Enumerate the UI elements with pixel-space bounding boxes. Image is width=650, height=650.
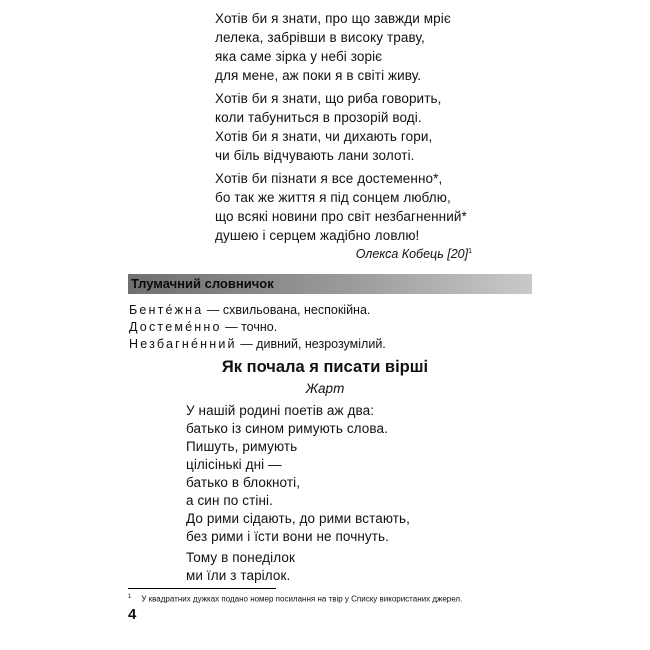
poem-line: без рими і їсти вони не почнуть. — [186, 529, 389, 544]
poem-line: для мене, аж поки я в світі живу. — [215, 68, 422, 83]
poem-line: Хотів би я знати, про що завжди мріє — [215, 11, 451, 26]
footnote — [128, 594, 462, 604]
footnote-text: У квадратних дужках подано номер посилання на твір у Списку використаних джерел. — [141, 594, 463, 604]
glossary-term: Бенте́жна — [129, 303, 204, 317]
poem-line: Хотів би я знати, чи дихають гори, — [215, 129, 433, 144]
author-name: Олекса Кобець [20] — [355, 247, 469, 261]
poem-line: лелека, забрівши в високу траву, — [215, 30, 425, 45]
glossary-item — [129, 303, 370, 317]
poem-line: ми їли з тарілок. — [186, 568, 291, 583]
page-number: 4 — [128, 606, 137, 623]
author-credit — [356, 247, 472, 261]
footnote-rule — [128, 588, 276, 589]
poem-line: У нашій родині поетів аж два: — [186, 403, 375, 418]
poem-line: батько із сином римують слова. — [186, 421, 388, 436]
glossary-term: Достеме́нно — [129, 320, 222, 334]
poem-line: Пишуть, римують — [186, 439, 298, 454]
poem-line: Хотів би я знати, що риба говорить, — [215, 91, 442, 106]
poem-line: Хотів би пізнати я все достеменно*, — [215, 171, 443, 186]
poem-line: яка саме зірка у небі зоріє — [215, 49, 383, 64]
poem-line: цілісінькі дні — — [186, 457, 282, 472]
poem-line: батько в блокноті, — [186, 475, 301, 490]
poem-title: Як почала я писати вірші — [221, 358, 429, 376]
glossary-term: Незбагне́нний — [129, 337, 237, 351]
glossary-item — [129, 337, 386, 351]
poem-line: душею і серцем жадібно ловлю! — [215, 228, 420, 243]
glossary-item — [129, 320, 277, 334]
poem-line: чи біль відчувають лани золоті. — [215, 148, 415, 163]
poem-subtitle: Жарт — [305, 381, 345, 396]
poem-line: бо так же життя я під сонцем люблю, — [215, 190, 451, 205]
glossary-definition: — схвильована, неспокійна. — [203, 303, 371, 317]
poem-line: коли табуниться в прозорій воді. — [215, 110, 422, 125]
glossary-definition: — дивний, незрозумілий. — [236, 337, 386, 351]
glossary-title: Тлумачний словничок — [131, 276, 274, 291]
poem-line: Тому в понеділок — [186, 550, 295, 565]
footnote-mark: 1 — [128, 594, 132, 600]
author-footnote-mark: 1 — [468, 247, 472, 255]
poem-line: До рими сідають, до рими встають, — [186, 511, 411, 526]
poem-line: що всякі новини про світ незбагненний* — [215, 209, 467, 224]
glossary-definition: — точно. — [221, 320, 278, 334]
poem-line: а син по стіні. — [186, 493, 273, 508]
